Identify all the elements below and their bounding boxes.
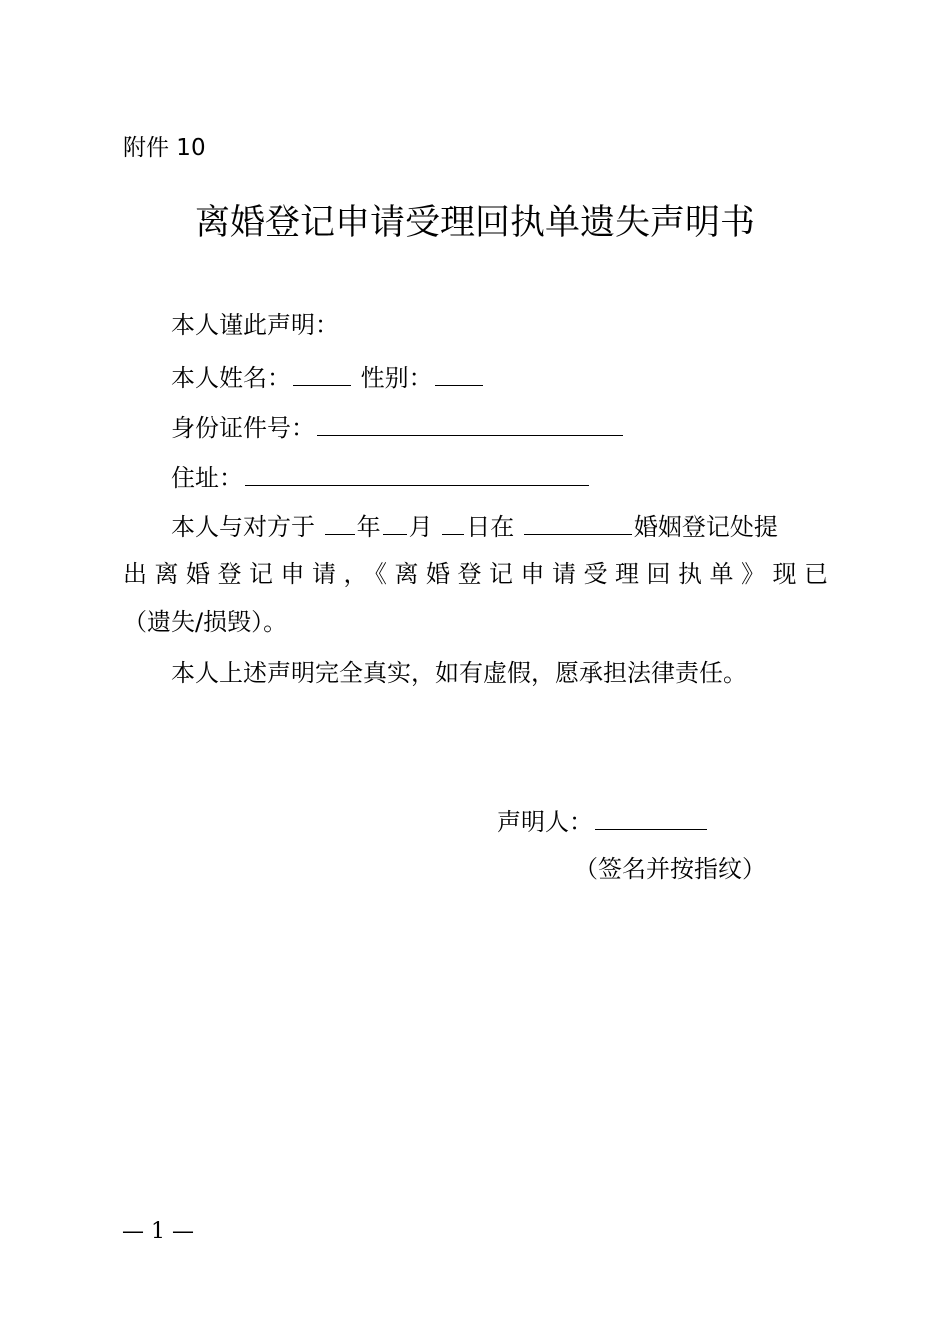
gender-label: 性别： bbox=[360, 364, 433, 392]
attachment-label: 附件 10 bbox=[123, 135, 206, 161]
declarant-row bbox=[497, 803, 709, 838]
para-prefix: 本人与对方于 bbox=[171, 513, 315, 541]
paragraph-line-1 bbox=[171, 508, 778, 543]
name-gender-row bbox=[171, 359, 485, 394]
month-label: 月 bbox=[408, 513, 433, 541]
paragraph-line-3: （遗失/损毁）。 bbox=[123, 608, 288, 636]
page-number: — 1 — bbox=[122, 1219, 194, 1244]
id-label: 身份证件号： bbox=[171, 414, 315, 442]
year-field[interactable] bbox=[325, 508, 355, 535]
address-row bbox=[171, 459, 591, 494]
gender-field[interactable] bbox=[435, 359, 483, 386]
day-label: 日在 bbox=[466, 513, 515, 541]
signature-field[interactable] bbox=[595, 803, 707, 830]
office-label: 婚姻登记处提 bbox=[633, 513, 778, 541]
declaration-text: 本人上述声明完全真实，如有虚假，愿承担法律责任。 bbox=[171, 659, 747, 687]
document-title: 离婚登记申请受理回执单遗失声明书 bbox=[194, 203, 755, 243]
paragraph-line-2: 出离婚登记申请，《离婚登记申请受理回执单》现已 bbox=[123, 560, 828, 588]
year-label: 年 bbox=[356, 513, 381, 541]
id-number-field[interactable] bbox=[317, 409, 623, 436]
name-label: 本人姓名： bbox=[171, 364, 291, 392]
id-row bbox=[171, 409, 625, 444]
month-field[interactable] bbox=[383, 508, 407, 535]
address-field[interactable] bbox=[245, 459, 589, 486]
declarant-label: 声明人： bbox=[497, 808, 593, 836]
name-field[interactable] bbox=[293, 359, 351, 386]
statement-intro: 本人谨此声明： bbox=[171, 311, 339, 339]
address-label: 住址： bbox=[171, 464, 243, 492]
registry-office-field[interactable] bbox=[524, 508, 632, 535]
sign-note: （签名并按指纹） bbox=[574, 855, 766, 883]
day-field[interactable] bbox=[442, 508, 464, 535]
